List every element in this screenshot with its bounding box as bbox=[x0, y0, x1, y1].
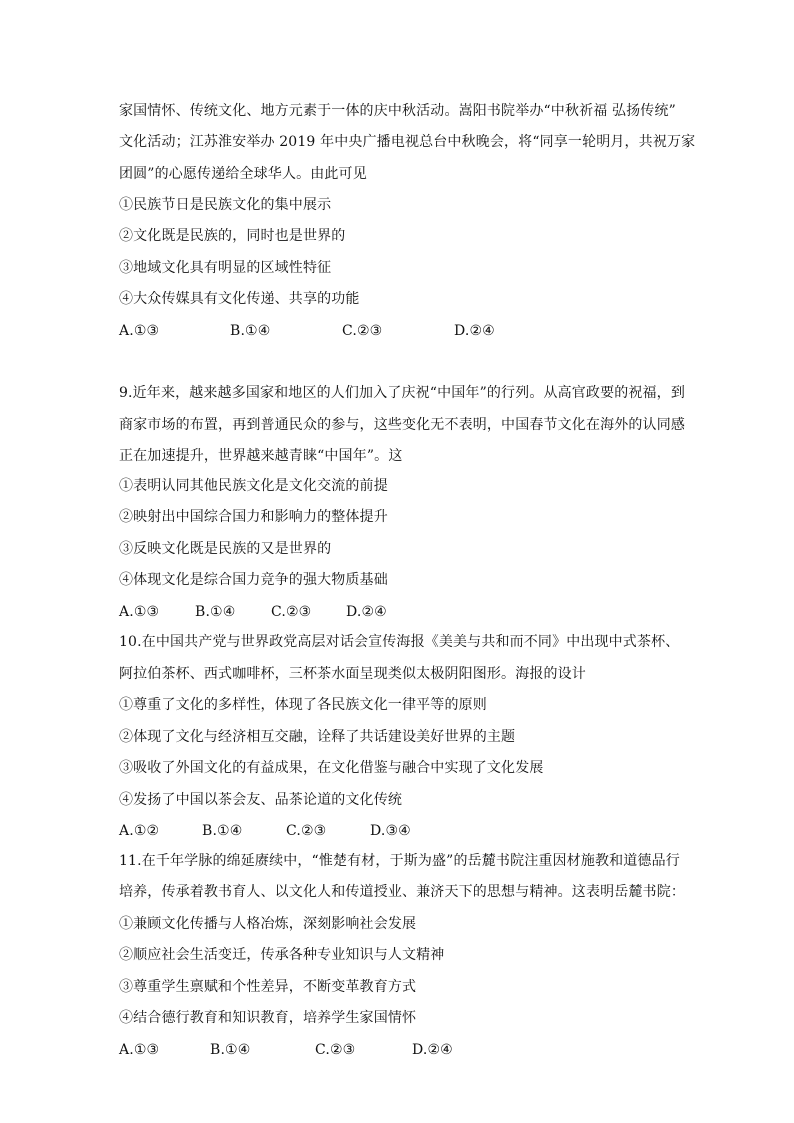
q9-answer-options bbox=[119, 601, 699, 623]
q9-statement-2: ②映射出中国综合国力和影响力的整体提升 bbox=[119, 509, 388, 525]
q10-statement-1: ①尊重了文化的多样性，体现了各民族文化一律平等的原则 bbox=[119, 697, 487, 713]
option-d: D.②④ bbox=[454, 323, 495, 339]
option-d: D.③④ bbox=[370, 823, 411, 839]
option-a: A.①② bbox=[119, 823, 160, 839]
q9-statement-4: ④体现文化是综合国力竞争的强大物质基础 bbox=[119, 572, 388, 588]
option-c: C.②③ bbox=[286, 823, 327, 839]
intro-statement-3: ③地域文化具有明显的区域性特征 bbox=[119, 260, 332, 276]
option-c: C.②③ bbox=[271, 604, 312, 620]
q11-statement-1: ①兼顾文化传播与人格冶炼，深刻影响社会发展 bbox=[119, 916, 417, 932]
intro-text-line-3: 团圆”的心愿传递给全球华人。由此可见 bbox=[119, 166, 367, 182]
option-a: A.①③ bbox=[119, 323, 160, 339]
q9-statement-3: ③反映文化既是民族的又是世界的 bbox=[119, 541, 332, 557]
q9-text-line-3: 正在加速提升，世界越来越青睐“中国年”。这 bbox=[119, 448, 403, 464]
intro-answer-options bbox=[119, 320, 699, 342]
q11-statement-4: ④结合德行教育和知识教育，培养学生家国情怀 bbox=[119, 1010, 417, 1026]
q9-statement-1: ①表明认同其他民族文化是文化交流的前提 bbox=[119, 478, 388, 494]
q9-text-line-2: 商家市场的布置，再到普通民众的参与，这些变化无不表明，中国春节文化在海外的认同感 bbox=[119, 417, 685, 433]
option-d: D.②④ bbox=[346, 604, 387, 620]
option-b: B.①④ bbox=[202, 823, 243, 839]
option-a: A.①③ bbox=[119, 604, 160, 620]
q10-text-line-1: 10.在中国共产党与世界政党高层对话会宣传海报《美美与共和而不同》中出现中式茶杯、 bbox=[119, 634, 680, 650]
q11-text-line-2: 培养，传承着教书育人、以文化人和传道授业、兼济天下的思想与精神。这表明岳麓书院： bbox=[119, 884, 685, 900]
q10-statement-4: ④发扬了中国以茶会友、品茶论道的文化传统 bbox=[119, 792, 402, 808]
q9-text-line-1: 9.近年来，越来越多国家和地区的人们加入了庆祝“中国年”的行列。从高官政要的祝福，到 bbox=[119, 385, 685, 401]
intro-text-line-2: 文化活动；江苏淮安举办 2019 年中央广播电视总台中秋晚会，将“同享一轮明月，共祝万家 bbox=[119, 134, 696, 150]
q10-text-line-2: 阿拉伯茶杯、西式咖啡杯，三杯茶水面呈现类似太极阴阳图形。海报的设计 bbox=[119, 666, 586, 682]
option-b: B.①④ bbox=[195, 604, 236, 620]
option-a: A.①③ bbox=[119, 1042, 160, 1058]
intro-statement-4: ④大众传媒具有文化传递、共享的功能 bbox=[119, 291, 360, 307]
q11-statement-2: ②顺应社会生活变迁，传承各种专业知识与人文精神 bbox=[119, 947, 445, 963]
intro-statement-2: ②文化既是民族的，同时也是世界的 bbox=[119, 228, 346, 244]
option-b: B.①④ bbox=[210, 1042, 251, 1058]
q11-answer-options bbox=[119, 1039, 699, 1061]
option-b: B.①④ bbox=[230, 323, 271, 339]
option-d: D.②④ bbox=[412, 1042, 453, 1058]
q11-text-line-1: 11.在千年学脉的绵延赓续中，“惟楚有材，于斯为盛”的岳麓书院注重因材施教和道德品行 bbox=[119, 853, 680, 869]
q10-statement-3: ③吸收了外国文化的有益成果，在文化借鉴与融合中实现了文化发展 bbox=[119, 760, 544, 776]
option-c: C.②③ bbox=[342, 323, 383, 339]
intro-statement-1: ①民族节日是民族文化的集中展示 bbox=[119, 197, 332, 213]
intro-text-line-1: 家国情怀、传统文化、地方元素于一体的庆中秋活动。嵩阳书院举办“中秋祈福 弘扬传统” bbox=[119, 103, 676, 119]
q10-statement-2: ②体现了文化与经济相互交融，诠释了共话建设美好世界的主题 bbox=[119, 729, 516, 745]
option-c: C.②③ bbox=[315, 1042, 356, 1058]
q11-statement-3: ③尊重学生禀赋和个性差异，不断变革教育方式 bbox=[119, 979, 417, 995]
q10-answer-options bbox=[119, 820, 699, 842]
